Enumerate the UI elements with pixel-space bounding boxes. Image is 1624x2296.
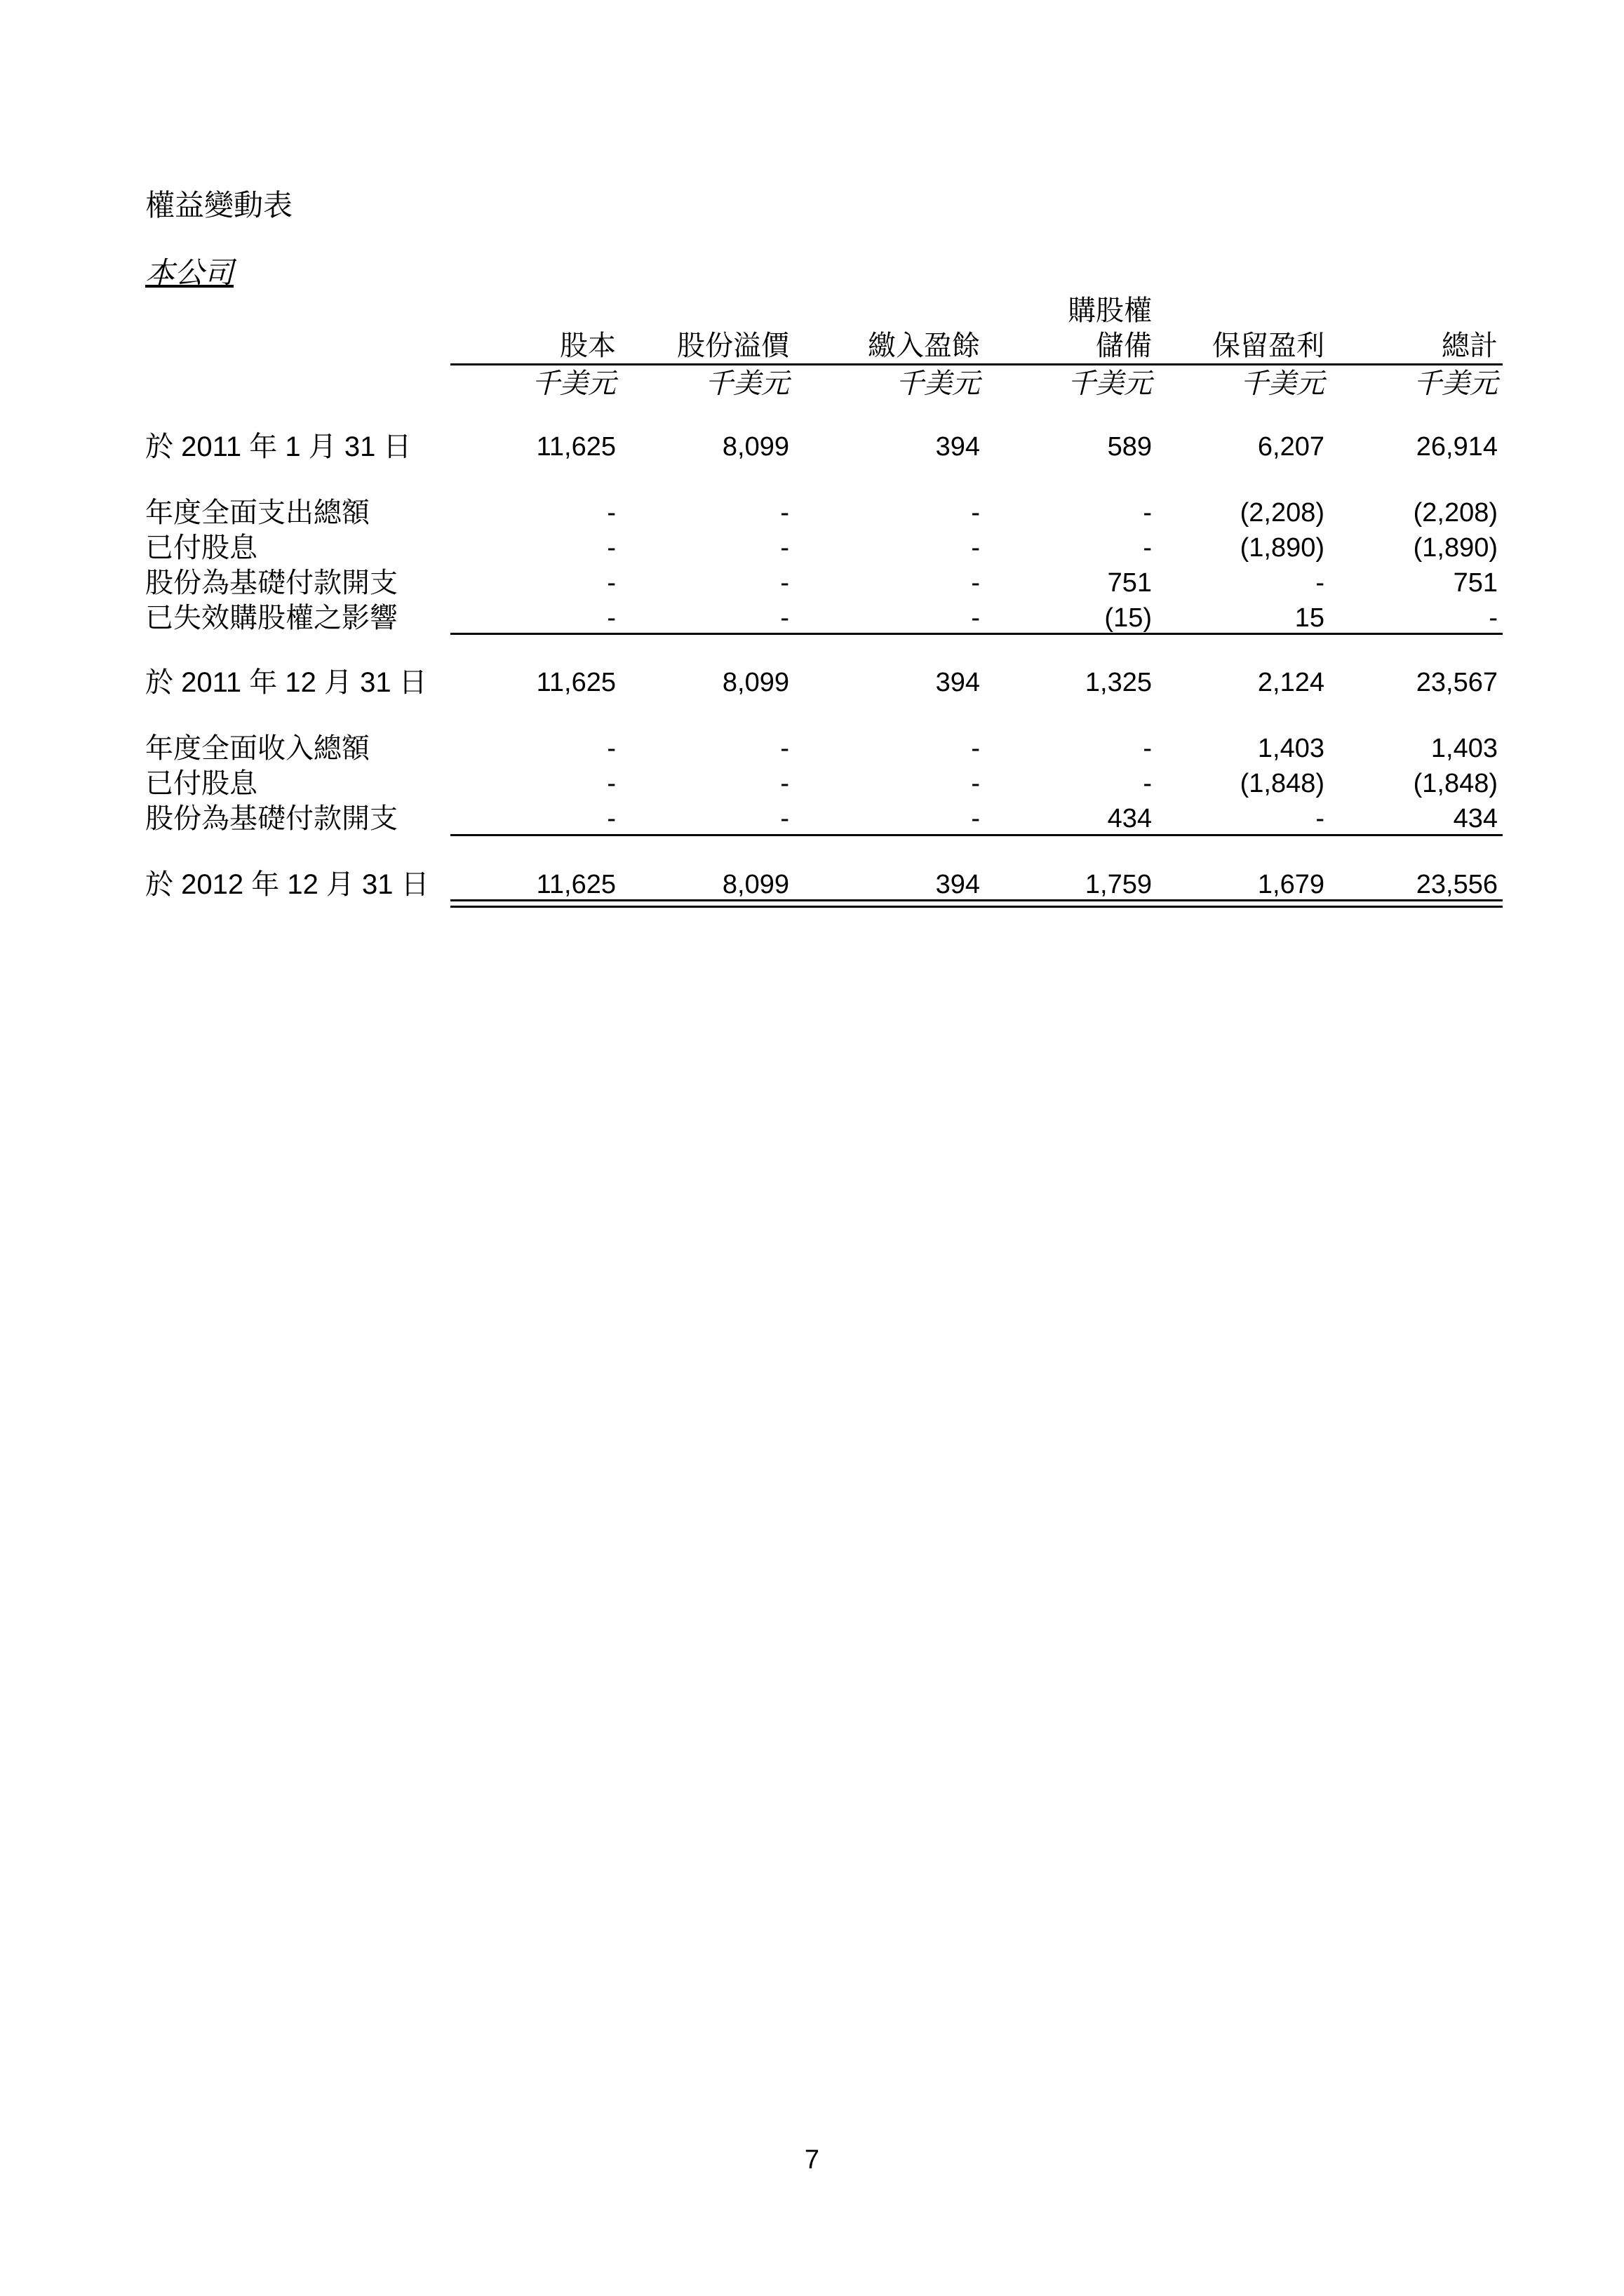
table-cell-share-capital: 11,625 [536, 668, 616, 697]
table-cell-contributed-surplus: 394 [935, 432, 980, 462]
table-cell-share-capital: - [607, 804, 616, 833]
table-cell-share-option-reserve: - [1143, 533, 1152, 563]
table-cell-contributed-surplus: - [971, 568, 980, 598]
table-cell-share-premium: - [780, 498, 789, 528]
table-cell-contributed-surplus: - [971, 769, 980, 798]
table-cell-contributed-surplus: - [971, 804, 980, 833]
table-cell-total: (2,208) [1413, 498, 1498, 528]
table-cell-share-capital: - [607, 603, 616, 633]
table-cell-total: 1,403 [1430, 734, 1498, 763]
table-cell-retained-earnings: 15 [1294, 603, 1324, 633]
table-cell-share-capital: 11,625 [536, 870, 616, 899]
table-cell-share-premium: - [780, 533, 789, 563]
table-cell-share-premium: - [780, 568, 789, 598]
table-cell-retained-earnings: (1,890) [1240, 533, 1324, 563]
table-cell-share-premium: 8,099 [722, 870, 789, 899]
table-cell-share-option-reserve: (15) [1104, 603, 1152, 633]
table-cell-share-capital: - [607, 769, 616, 798]
column-unit-total: 千美元 [1414, 368, 1498, 399]
table-cell-share-premium: - [780, 769, 789, 798]
table-cell-retained-earnings: 2,124 [1257, 668, 1324, 697]
table-cell-contributed-surplus: 394 [935, 870, 980, 899]
row-label: 於 2012 年 12 月 31 日 [145, 869, 429, 900]
table-cell-share-option-reserve: - [1143, 769, 1152, 798]
subtitle-company: 本公司 [145, 256, 234, 289]
column-header-share-option-reserve: 儲備 [1096, 330, 1152, 361]
total-double-rule [450, 899, 1503, 908]
row-label: 年度全面收入總額 [145, 733, 370, 764]
table-cell-share-premium: - [780, 734, 789, 763]
row-label: 已失效購股權之影響 [145, 603, 398, 633]
column-unit-retained-earnings: 千美元 [1240, 368, 1324, 399]
table-cell-share-capital: 11,625 [536, 432, 616, 462]
table-cell-contributed-surplus: - [971, 603, 980, 633]
table-cell-share-capital: - [607, 734, 616, 763]
table-cell-total: 434 [1453, 804, 1498, 833]
table-cell-share-premium: 8,099 [722, 668, 789, 697]
table-cell-share-option-reserve: - [1143, 498, 1152, 528]
table-cell-retained-earnings: (2,208) [1240, 498, 1324, 528]
table-cell-share-capital: - [607, 568, 616, 598]
subtotal-rule-2011 [450, 633, 1503, 635]
table-cell-share-premium: - [780, 804, 789, 833]
column-header-contributed-surplus: 繳入盈餘 [868, 330, 980, 361]
row-label: 已付股息 [145, 768, 257, 799]
table-cell-share-capital: - [607, 533, 616, 563]
table-cell-share-option-reserve: 1,325 [1085, 668, 1152, 697]
row-label: 年度全面支出總額 [145, 497, 370, 528]
table-cell-share-option-reserve: 434 [1107, 804, 1152, 833]
column-header-share-premium: 股份溢價 [677, 330, 789, 361]
column-unit-contributed-surplus: 千美元 [896, 368, 980, 399]
table-cell-retained-earnings: 1,679 [1257, 870, 1324, 899]
page-number: 7 [804, 2145, 820, 2175]
table-cell-contributed-surplus: - [971, 734, 980, 763]
row-label: 股份為基礎付款開支 [145, 568, 398, 598]
table-cell-contributed-surplus: - [971, 498, 980, 528]
table-cell-total: 751 [1453, 568, 1498, 598]
table-cell-contributed-surplus: - [971, 533, 980, 563]
table-cell-retained-earnings: - [1315, 804, 1324, 833]
header-underline [450, 363, 1503, 365]
table-cell-share-premium: 8,099 [722, 432, 789, 462]
table-cell-share-option-reserve: - [1143, 734, 1152, 763]
column-header-retained-earnings: 保留盈利 [1212, 330, 1324, 361]
column-header-share-capital: 股本 [560, 330, 616, 361]
table-cell-total: 26,914 [1416, 432, 1498, 462]
table-cell-total: 23,556 [1416, 870, 1498, 899]
table-cell-total: - [1489, 603, 1498, 633]
table-cell-share-option-reserve: 751 [1107, 568, 1152, 598]
row-label: 股份為基礎付款開支 [145, 803, 398, 834]
table-cell-share-option-reserve: 1,759 [1085, 870, 1152, 899]
table-cell-contributed-surplus: 394 [935, 668, 980, 697]
row-label: 於 2011 年 1 月 31 日 [145, 431, 412, 462]
table-cell-share-premium: - [780, 603, 789, 633]
subtotal-rule-2012 [450, 834, 1503, 836]
column-unit-share-premium: 千美元 [705, 368, 789, 399]
table-cell-retained-earnings: 1,403 [1257, 734, 1324, 763]
column-header-total: 總計 [1442, 330, 1498, 361]
table-cell-share-capital: - [607, 498, 616, 528]
table-cell-retained-earnings: - [1315, 568, 1324, 598]
table-cell-retained-earnings: (1,848) [1240, 769, 1324, 798]
table-cell-total: (1,890) [1413, 533, 1498, 563]
column-unit-share-capital: 千美元 [532, 368, 616, 399]
table-cell-total: 23,567 [1416, 668, 1498, 697]
table-cell-total: (1,848) [1413, 769, 1498, 798]
row-label: 已付股息 [145, 532, 257, 563]
table-cell-share-option-reserve: 589 [1107, 432, 1152, 462]
column-unit-share-option-reserve: 千美元 [1068, 368, 1152, 399]
table-cell-retained-earnings: 6,207 [1257, 432, 1324, 462]
page-title: 權益變動表 [145, 189, 293, 222]
row-label: 於 2011 年 12 月 31 日 [145, 667, 427, 698]
column-header-share-option-reserve-line1: 購股權 [1068, 295, 1152, 326]
